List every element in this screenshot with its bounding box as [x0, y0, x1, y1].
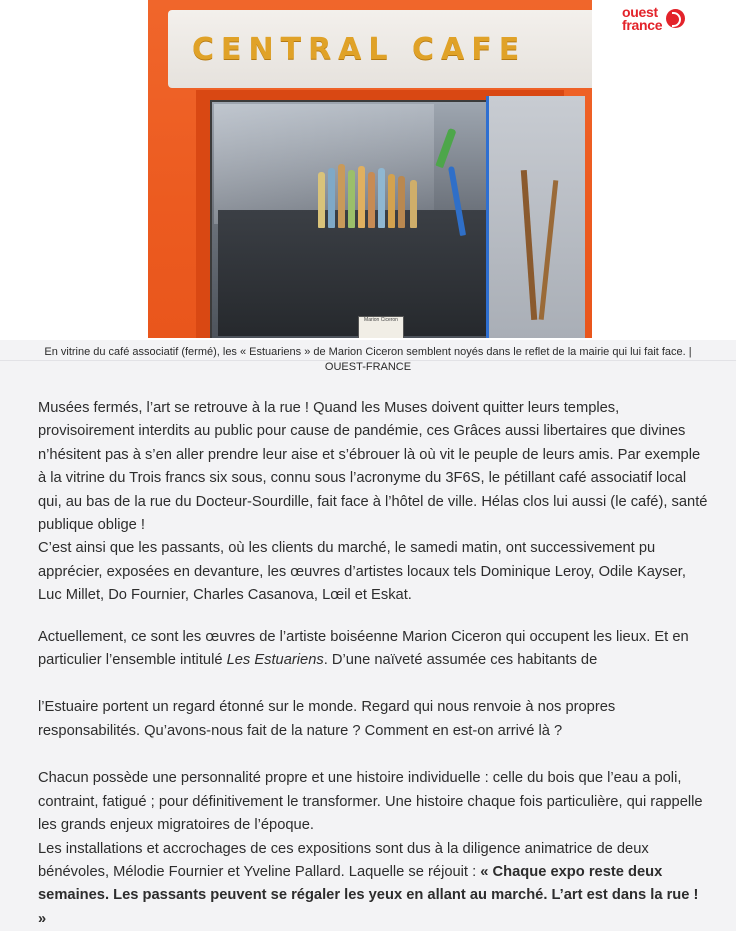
quote: « Chaque expo reste deux semaines. Les passants peuvent se régaler les yeux en allant au marché. L’art est dans la rue ! »: [38, 864, 698, 927]
paragraph-text: . D’une naïveté assumée ces habitants de: [324, 652, 598, 668]
sculpture-figure: [388, 174, 395, 228]
cafe-photo: [148, 0, 592, 338]
sculpture-figure: [318, 172, 325, 228]
logo-line-1: ouest: [622, 6, 662, 19]
sculpture-figure: [410, 180, 417, 228]
logo-text: [622, 6, 662, 32]
sculpture-figure: [398, 176, 405, 228]
photo-area: [0, 0, 736, 340]
sculpture-figure: [338, 164, 345, 228]
paragraph-text: Actuellement, ce sont les œuvres de l’artiste boiséenne Marion Ciceron qui occupent les lieux. Et en particulier l’ensemble intitulé: [38, 629, 689, 668]
logo-line-2: france: [622, 19, 662, 32]
paragraph: Chacun possède une personnalité propre et une histoire individuelle : celle du bois que l’eau a poli, contraint, fatigué ; pour définitivement le transformer. Une histoire chaque fois particulière, qui rappelle les grands enjeux migratoires de l’époque.: [38, 767, 710, 837]
logo-icon: [666, 9, 685, 28]
sculpture-figure: [378, 168, 385, 228]
ouest-france-logo: [594, 0, 736, 70]
artwork-title: Les Estuariens: [227, 652, 324, 668]
sculpture-figure: [368, 172, 375, 228]
paragraph: C’est ainsi que les passants, où les clients du marché, le samedi matin, ont successivement pu apprécier, exposées en devanture, les œuvres d’artistes locaux tels Dominique Leroy, Odile Kayser, Luc Millet, Do Fournier, Charles Casanova, Lœil et Eskat.: [38, 537, 710, 607]
sculpture-figure: [358, 166, 365, 228]
cafe-sign-text: CENTRAL CAFE: [192, 32, 526, 67]
sculpture-figure: [328, 168, 335, 228]
artist-tag: Marion Ciceron: [358, 316, 404, 338]
paragraph-text: Les installations et accrochages de ces expositions sont dus à la diligence animatrice de deux bénévoles, Mélodie Fournier et Yveline Pallard. Laquelle se réjouit :: [38, 841, 649, 880]
paragraph: [38, 838, 710, 931]
article-body: [38, 397, 710, 931]
photo-caption: En vitrine du café associatif (fermé), les « Estuariens » de Marion Ciceron semblent noyés dans le reflet de la mairie qui lui fait face. | OUEST-FRANCE: [30, 345, 706, 375]
paragraph: l’Estuaire portent un regard étonné sur le monde. Regard qui nous renvoie à nos propres responsabilités. Qu’avons-nous fait de la nature ? Comment en est-on arrivé là ?: [38, 696, 710, 743]
divider: [0, 360, 736, 361]
sculpture-figure: [348, 170, 355, 228]
paragraph: [38, 626, 710, 673]
paragraph: Musées fermés, l’art se retrouve à la rue ! Quand les Muses doivent quitter leurs temples, provisoirement interdits au public pour cause de pandémie, ces Grâces aussi libertaires que divines n’hésitent pas à s’en aller prendre leur aise et s’ébrouer là où vit le peuple de leurs amis. Par exemple à la vitrine du Trois francs six sous, connu sous l’acronyme du 3F6S, le pétillant café associatif local qui, au bas de la rue du Docteur-Sourdille, fait face à l’hôtel de ville. Hélas clos lui aussi (le café), santé publique oblige !: [38, 397, 710, 537]
